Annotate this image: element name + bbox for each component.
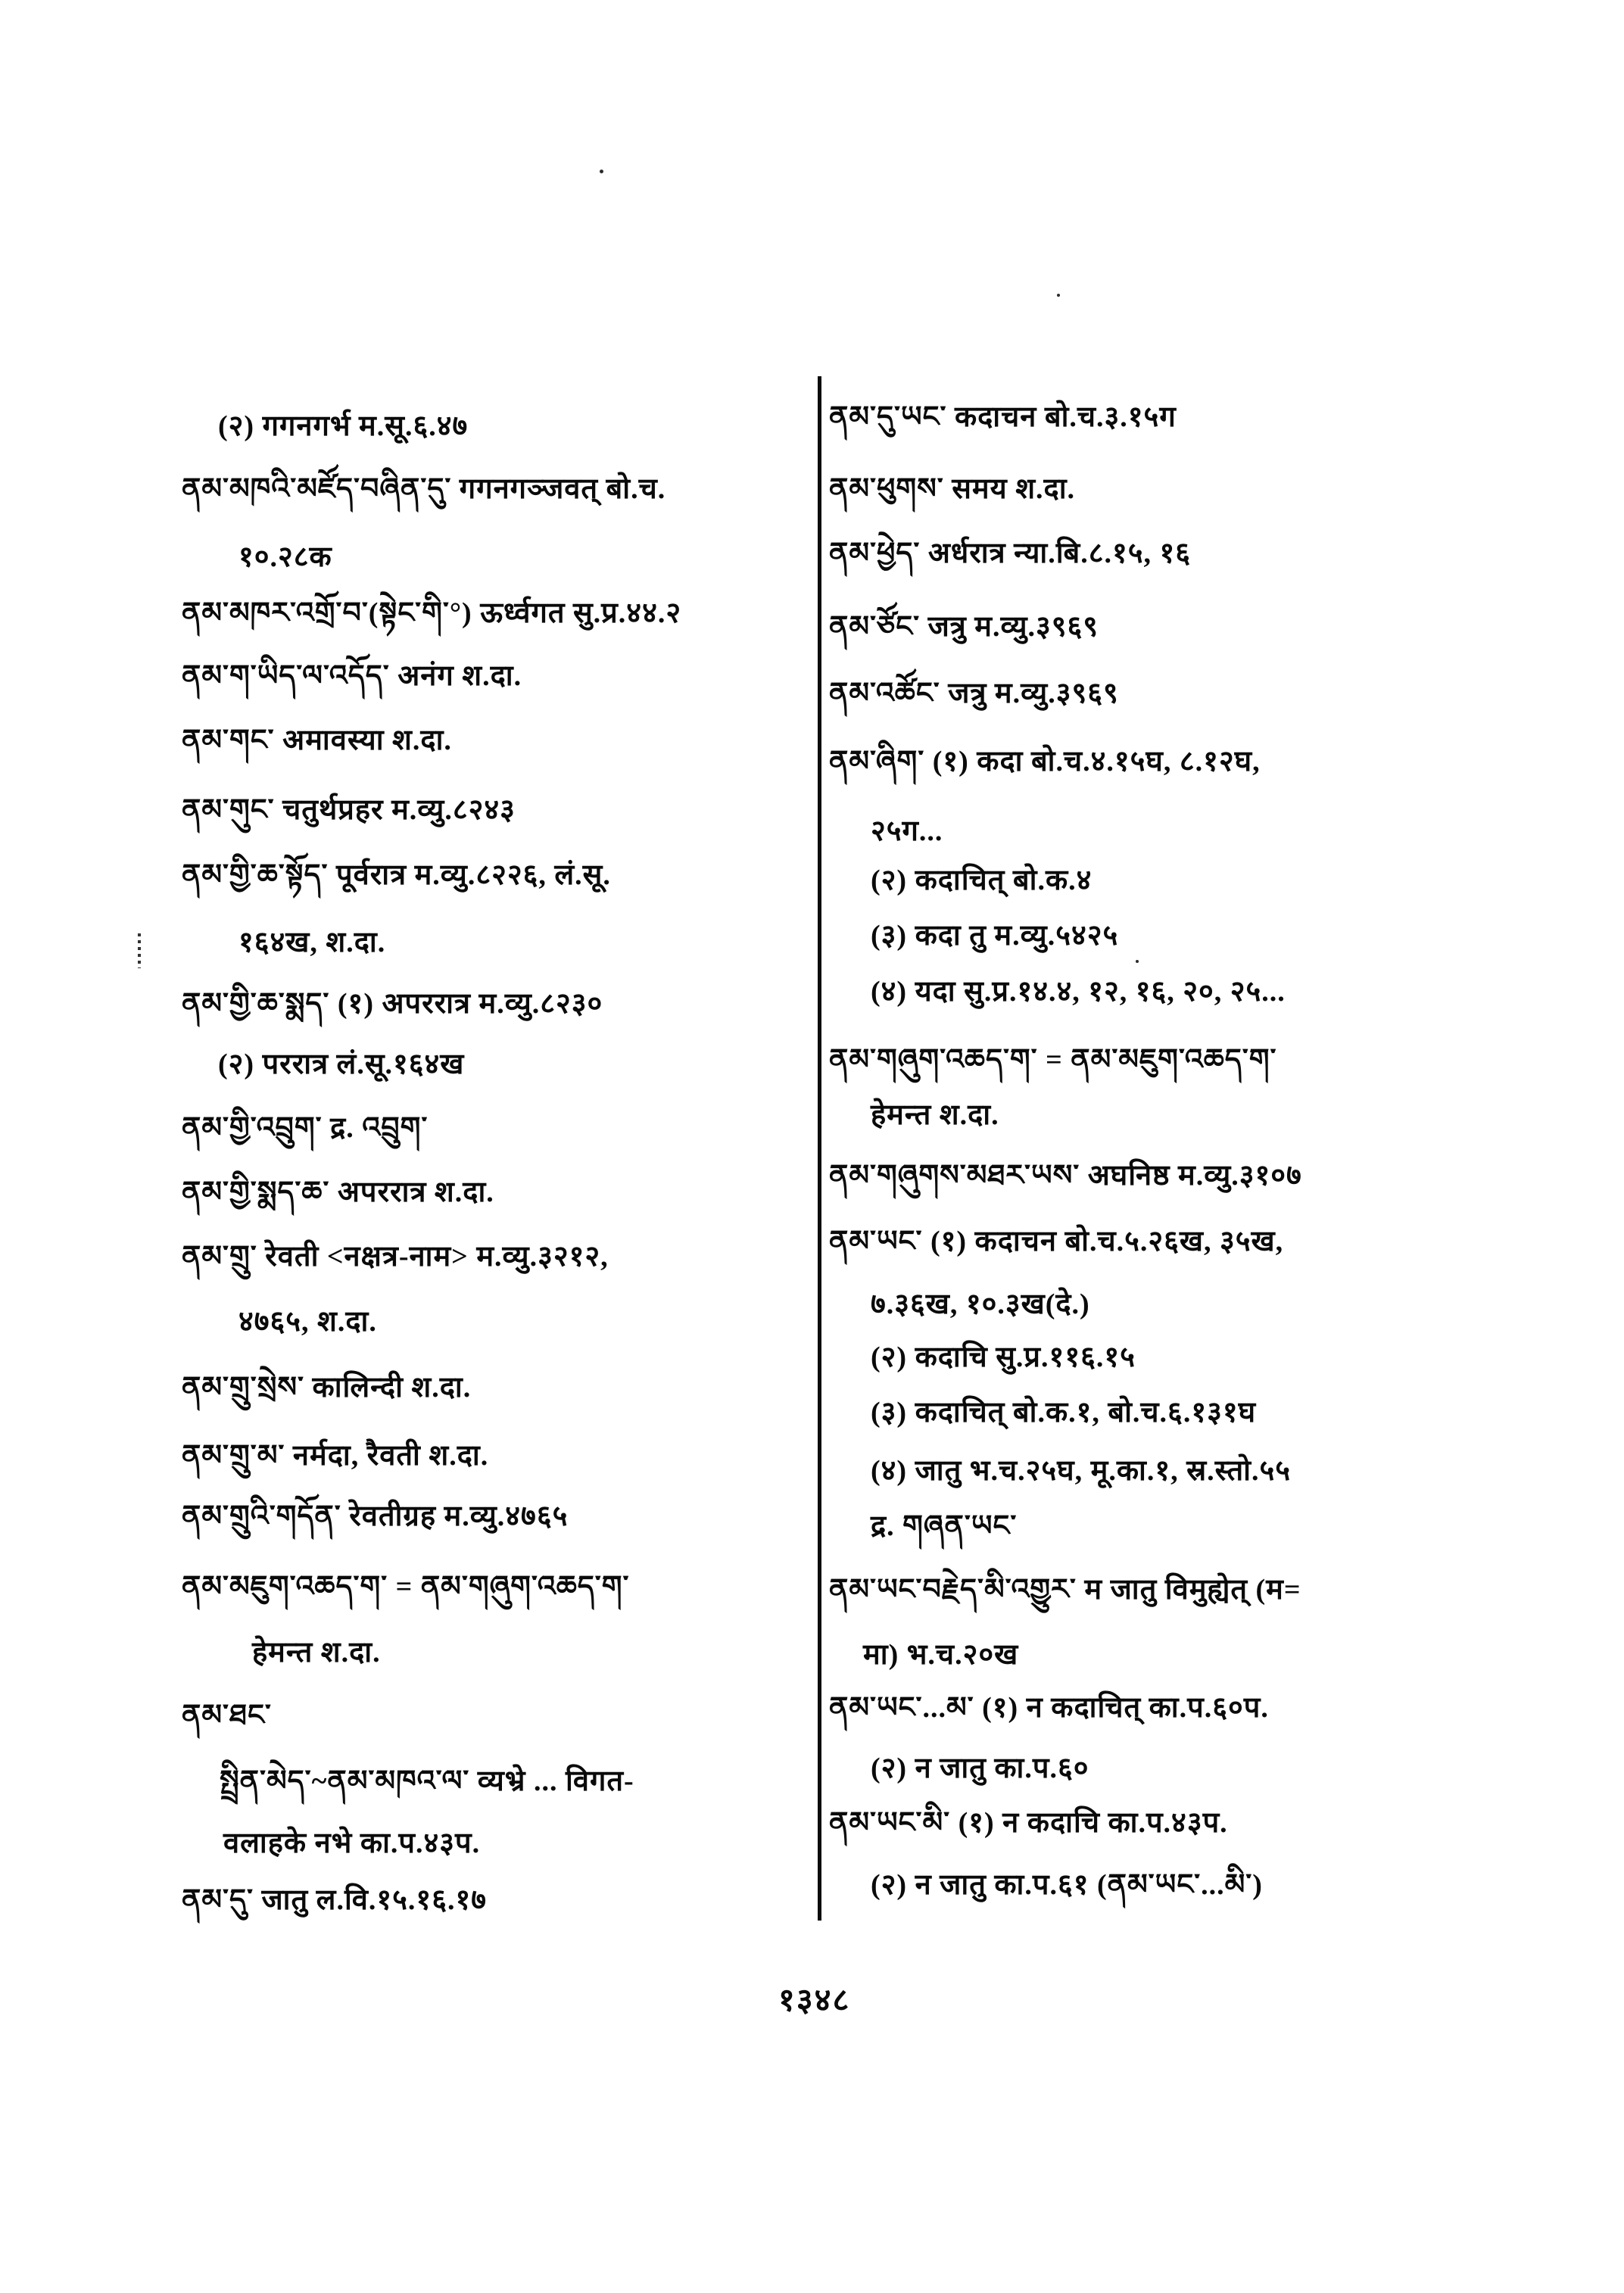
entry-continuation-line: (३) कदाचित् बो.क.१, बो.च.६.१३१घ xyxy=(871,1397,1257,1428)
scan-speck xyxy=(1136,960,1139,963)
entry-continuation-line: वलाहके नभे का.प.४३प. xyxy=(223,1827,481,1859)
entry-line: ནམ་གྲུ་ रेवती <नक्षत्र-नाम> म.व्यु.३२१२, xyxy=(182,1241,609,1273)
entry-line: ནམ་ག་ཡིད་ལ་འདོད་ अनंग श.दा. xyxy=(182,660,522,692)
entry-line: ནམ་ཡང་བརྗེད་མི་འགྱུར་ म जातु विमुह्येत् (म= xyxy=(829,1574,1301,1606)
entry-line: ནམ་ཡང་མི་ (१) न कदाचि का.प.४३प. xyxy=(829,1807,1228,1839)
entry-line: ནམ་དུ་ཡང་ कदाचन बो.च.३.१५ग xyxy=(829,401,1177,433)
entry-line: ནམ་གཞུགས་མཐར་ཡས་ अघनिष्ठ म.व्यु.३१०७ xyxy=(829,1160,1302,1192)
entry-line: ནམ་མཁར་འགྲོ་བ་(སྟེང་གི་°) ऊर्ध्वगत सु.प्र.४४.२ xyxy=(182,597,682,629)
entry-line: ནམ་གྱི་སྨད་ཆ་ अपररात्र श.दा. xyxy=(182,1176,494,1208)
entry-line: ནམ་དུ་ जातु ल.वि.१५.१६.१७ xyxy=(182,1884,487,1916)
scan-speck xyxy=(1057,294,1060,297)
entry-continuation-line: (२) गगनगर्भ म.सू.६.४७ xyxy=(218,410,469,442)
entry-line: ནམ་གཞུག་འཆད་ག་ = ནམ་མཇུག་འཆད་ག་ xyxy=(829,1044,1277,1076)
entry-line: ནམ་གང་ अमावस्या श.दा. xyxy=(182,724,452,756)
entry-continuation-line: हेमन्त श.दा. xyxy=(871,1099,999,1131)
entry-continuation-line: द्र. གཞན་ཡང་ xyxy=(871,1510,1018,1542)
entry-line: ནམ་ཕྱེད་ अर्धरात्र न्या.बि.८.१५, १६ xyxy=(829,537,1192,569)
entry-continuation-line: मा) भ.च.२०ख xyxy=(863,1639,1019,1671)
entry-line: ནམ་མཇུག་འཆད་ག་ = ནམ་གཞུག་འཆད་ག་ xyxy=(182,1571,630,1603)
entry-continuation-line: ७.३६ख, १०.३ख(दे.) xyxy=(871,1288,1090,1320)
entry-line: ནམ་ཡང་...མ་ (१) न कदाचित् का.प.६०प. xyxy=(829,1692,1269,1724)
entry-line: ནམ་གྲུའི་གདོན་ रेवतीग्रह म.व्यु.४७६५ xyxy=(182,1500,569,1532)
entry-continuation-line: (२) न जातु का.प.६० xyxy=(871,1752,1089,1784)
entry-line: ནམ་ཡང་ (१) कदाचन बो.च.५.२६ख, ३५ख, xyxy=(829,1226,1284,1257)
entry-continuation-line: १६४ख, श.दा. xyxy=(238,927,386,958)
entry-line: ནམ་གྲུ་མ་ नर्मदा, रैवती श.दा. xyxy=(182,1440,489,1472)
entry-continuation-line: (४) यदा सु.प्र.१४.४, १२, १६, २०, २५... xyxy=(871,976,1286,1008)
entry-continuation-line: (२) कदाचि सु.प्र.११६.१५ xyxy=(871,1341,1136,1373)
entry-line: ནམ་གུང་ चतुर्थप्रहर म.व्यु.८२४३ xyxy=(182,794,516,826)
entry-line: ནམ་ཞིག་ (१) कदा बो.च.४.१५घ, ८.१२घ, xyxy=(829,746,1261,777)
entry-line: ནམ་གྱི་ཆ་སྟོད་ पूर्वरात्र म.व्यु.८२२६, लं.सू. xyxy=(182,859,611,891)
entry-line: ནམ་གྱི་ཆ་སྨད་ (१) अपररात्र म.व्यु.८२३० xyxy=(182,988,603,1020)
entry-continuation-line: (२) पररात्र लं.सू.१६४ख xyxy=(218,1048,465,1080)
entry-continuation-line: २५ग... xyxy=(871,815,943,847)
entry-continuation-line: (३) कदा तु म.व्यु.५४२५ xyxy=(871,920,1119,952)
entry-continuation-line: (४) जातु भ.च.२५घ, मू.का.१, स्र.स्तो.५५ xyxy=(871,1455,1291,1487)
entry-continuation-line: १०.२८क xyxy=(238,541,332,573)
entry-line: ནམ་ཙོང་ जत्रु म.व्यु.३९६९ xyxy=(829,611,1099,643)
scan-speck xyxy=(600,170,603,173)
entry-continuation-line: हेमन्त श.दा. xyxy=(252,1637,381,1668)
entry-line: ནམ་མཁའི་མཛོད་བཞིན་དུ་ गगनगञ्जवत् बो.च. xyxy=(182,473,666,505)
entry-line: ནམ་ཕུགས་ समय श.दा. xyxy=(829,473,1076,505)
column-divider xyxy=(818,376,821,1921)
page-number: १३४८ xyxy=(778,1983,851,2018)
entry-line: ནམ་གྱི་འབྲུག་ द्र. འབྲུག་ xyxy=(182,1112,429,1144)
entry-continuation-line: (२) न जातु का.प.६१ (ནམ་ཡང་...མི་) xyxy=(871,1869,1263,1901)
entry-line: ནམ་འཚོང་ जत्रु म.व्यु.३९६९ xyxy=(829,678,1119,709)
entry-continuation-line: སྤྲིན་མེད་~ནམ་མཁའ་ལ་ व्यभ्रे ... विगत- xyxy=(220,1765,634,1797)
entry-continuation-line: ४७६५, श.दा. xyxy=(238,1306,377,1338)
entry-line: ནམ་ཐང་ xyxy=(182,1699,272,1731)
entry-line: ནམ་གྲུ་སྲེས་ कालिन्दी श.दा. xyxy=(182,1372,472,1404)
entry-continuation-line: (२) कदाचित् बो.क.४ xyxy=(871,865,1093,896)
margin-artifact xyxy=(138,933,141,968)
